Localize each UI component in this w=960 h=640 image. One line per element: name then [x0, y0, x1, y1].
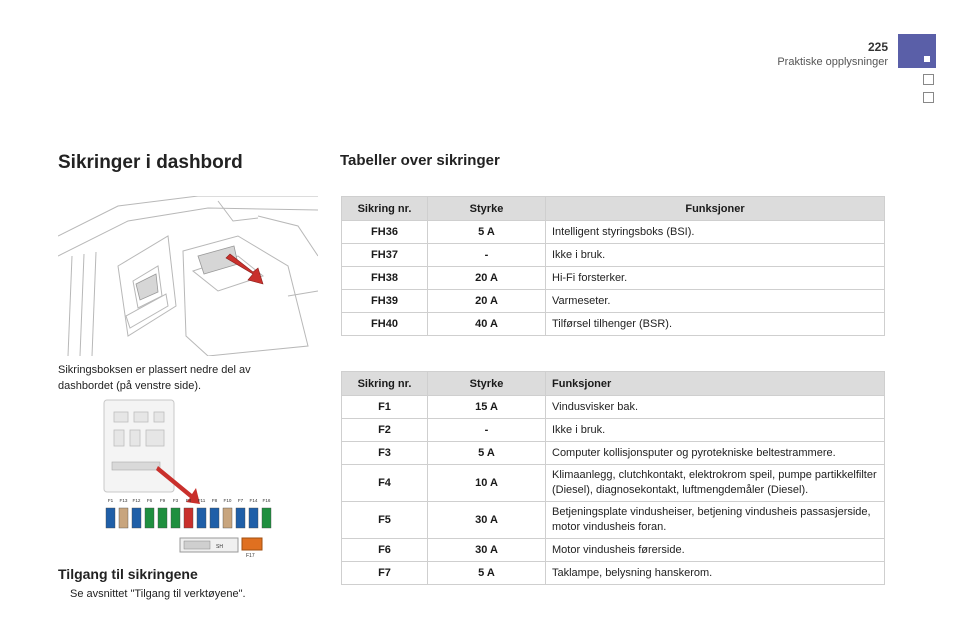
- function-cell: Tilførsel tilhenger (BSR).: [546, 313, 885, 336]
- fuse-f1: [106, 508, 115, 528]
- function-cell: Motor vindusheis førerside.: [546, 539, 885, 562]
- table-row: [342, 539, 885, 562]
- fuse-label: F10: [223, 498, 232, 503]
- table-row: [342, 396, 885, 419]
- relay-label: SH: [216, 544, 223, 550]
- function-cell: Vindusvisker bak.: [546, 396, 885, 419]
- fuse-layout-diagram: [100, 398, 280, 558]
- fuse-number-cell: FH39: [342, 290, 428, 313]
- header-fuse-number: Sikring nr.: [342, 197, 428, 221]
- rating-cell: 30 A: [428, 539, 546, 562]
- fuse-f6: [145, 508, 154, 528]
- fuse-number-cell: F2: [342, 419, 428, 442]
- table-row: [342, 244, 885, 267]
- chapter-tab-marker: [924, 56, 930, 62]
- dashboard-fusebox-illustration: [58, 196, 318, 356]
- function-cell: Ikke i bruk.: [546, 419, 885, 442]
- header-functions: Funksjoner: [546, 197, 885, 221]
- function-cell: Hi-Fi forsterker.: [546, 267, 885, 290]
- header-rating: Styrke: [428, 372, 546, 396]
- table-row: [342, 419, 885, 442]
- table-row: [342, 502, 885, 539]
- fuse-label: F1: [107, 498, 114, 503]
- table-row: [342, 267, 885, 290]
- rating-cell: 40 A: [428, 313, 546, 336]
- table-row: [342, 465, 885, 502]
- rating-cell: 15 A: [428, 396, 546, 419]
- table-header-row: [342, 372, 885, 396]
- fuse-f7: [236, 508, 245, 528]
- function-cell: Ikke i bruk.: [546, 244, 885, 267]
- table-row: [342, 562, 885, 585]
- rating-cell: 10 A: [428, 465, 546, 502]
- fuse-number-cell: FH36: [342, 221, 428, 244]
- fuse-number-cell: F5: [342, 502, 428, 539]
- fuse-f14: [249, 508, 258, 528]
- fuse-f10: [223, 508, 232, 528]
- fuse-label: F6: [146, 498, 153, 503]
- function-cell: Klimaanlegg, clutchkontakt, elektrokrom speil, pumpe partikkelfilter (Diesel), diagnosekontakt, luftmengdemåler (Diesel).: [546, 465, 885, 502]
- fuse-f12: [132, 508, 141, 528]
- table-row: [342, 313, 885, 336]
- fuse-label: F12: [132, 498, 141, 503]
- rating-cell: 20 A: [428, 267, 546, 290]
- page-number: 225: [867, 40, 888, 54]
- fuse-label: F16: [262, 498, 271, 503]
- fuse-number-cell: FH38: [342, 267, 428, 290]
- rating-cell: 5 A: [428, 442, 546, 465]
- header-rating: Styrke: [428, 197, 546, 221]
- fuse-label: F14: [249, 498, 258, 503]
- fuse-f13: [119, 508, 128, 528]
- access-title: Tilgang til sikringene: [58, 566, 198, 582]
- fuse-table-fh: [341, 196, 885, 336]
- chapter-tab-empty-1: [923, 74, 934, 85]
- rating-cell: -: [428, 419, 546, 442]
- fuse-number-cell: F6: [342, 539, 428, 562]
- function-cell: Betjeningsplate vindusheiser, betjening vindusheis passasjerside, motor vindusheis foran.: [546, 502, 885, 539]
- fuse-number-cell: F7: [342, 562, 428, 585]
- header-functions: Funksjoner: [546, 372, 885, 396]
- fuse-f4: [184, 508, 193, 528]
- function-cell: Intelligent styringsboks (BSI).: [546, 221, 885, 244]
- chapter-tab-empty-2: [923, 92, 934, 103]
- access-instruction-text: Se avsnittet "Tilgang til verktøyene".: [70, 588, 246, 600]
- fuse-f16: [262, 508, 271, 528]
- rating-cell: 20 A: [428, 290, 546, 313]
- access-instruction: [60, 588, 246, 600]
- function-cell: Taklampe, belysning hanskerom.: [546, 562, 885, 585]
- function-cell: Varmeseter.: [546, 290, 885, 313]
- fuse-f3: [171, 508, 180, 528]
- function-cell: Computer kollisjonsputer og pyrotekniske beltestrammere.: [546, 442, 885, 465]
- page-title: Sikringer i dashbord: [58, 152, 243, 173]
- header-fuse-number: Sikring nr.: [342, 372, 428, 396]
- fuse-number-cell: FH40: [342, 313, 428, 336]
- fuse-f9: [158, 508, 167, 528]
- table-row: [342, 290, 885, 313]
- table-row: [342, 442, 885, 465]
- fuse-number-cell: F4: [342, 465, 428, 502]
- fusebox-location-caption: Sikringsboksen er plassert nedre del av dashbordet (på venstre side).: [58, 364, 251, 392]
- rating-cell: -: [428, 244, 546, 267]
- fuse-label: F3: [172, 498, 179, 503]
- table-header-row: [342, 197, 885, 221]
- rating-cell: 5 A: [428, 221, 546, 244]
- fuse-row: [106, 508, 271, 528]
- fuse-label: F8: [211, 498, 218, 503]
- fuse-label: F9: [159, 498, 166, 503]
- fuse-number-cell: FH37: [342, 244, 428, 267]
- fuse-label: F7: [237, 498, 244, 503]
- chapter-tab: [898, 34, 936, 68]
- fuse-number-cell: F1: [342, 396, 428, 419]
- table-row: [342, 221, 885, 244]
- fuse-number-cell: F3: [342, 442, 428, 465]
- rating-cell: 5 A: [428, 562, 546, 585]
- fuse-label: F4: [185, 498, 192, 503]
- fuse-f8: [210, 508, 219, 528]
- relay-sub-label: F17: [246, 553, 255, 558]
- rating-cell: 30 A: [428, 502, 546, 539]
- tables-title: Tabeller over sikringer: [340, 152, 500, 169]
- section-label: Praktiske opplysninger: [777, 56, 888, 68]
- fuse-label-row: [108, 498, 271, 503]
- fuse-label: F13: [119, 498, 128, 503]
- fuse-table-f: [341, 371, 885, 585]
- fuse-f11: [197, 508, 206, 528]
- fuse-label: F11: [197, 498, 206, 503]
